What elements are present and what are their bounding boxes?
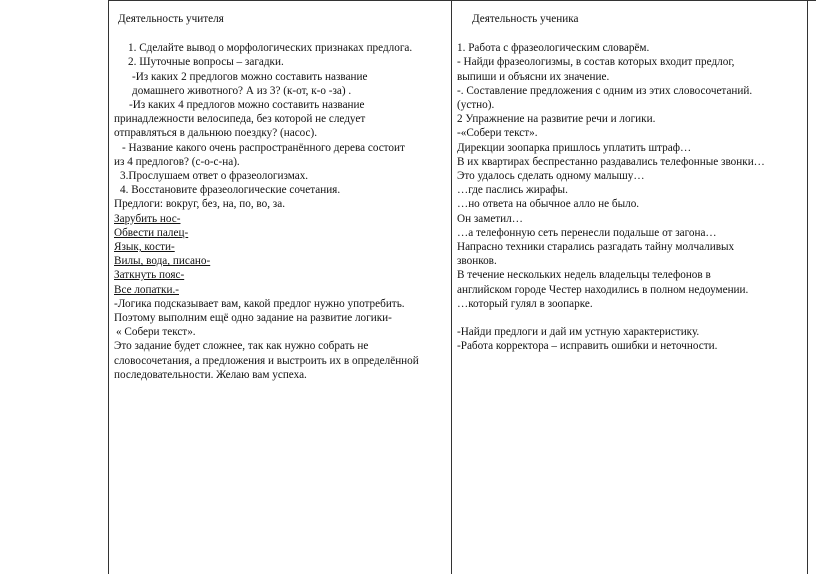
student-line: Он заметил… xyxy=(457,212,523,225)
phraseologism-item: Зарубить нос- xyxy=(114,212,181,225)
teacher-line: 3.Прослушаем ответ о фразеологизмах. xyxy=(120,170,309,183)
teacher-line: 2. Шуточные вопросы – загадки. xyxy=(128,56,284,69)
table-border-right xyxy=(807,0,808,574)
phraseologism-item: Язык, кости- xyxy=(114,241,175,254)
teacher-line: « Собери текст». xyxy=(116,326,196,339)
student-line: 2 Упражнение на развитие речи и логики. xyxy=(457,113,656,126)
student-line: английском городе Честер находились в полном недоумении. xyxy=(457,283,749,296)
student-line: -. Составление предложения с одним из этих словосочетаний. xyxy=(457,84,753,97)
teacher-line: 4. Восстановите фразеологические сочетания. xyxy=(120,184,341,197)
teacher-heading: Деятельность учителя xyxy=(118,13,224,25)
student-heading: Деятельность ученика xyxy=(472,13,579,25)
teacher-line: -Из каких 2 предлогов можно составить название xyxy=(132,70,368,83)
phraseologism-item: Вилы, вода, писано- xyxy=(114,255,211,268)
student-line: (устно). xyxy=(457,99,495,112)
student-line: -«Собери текст». xyxy=(457,127,538,140)
teacher-line: из 4 предлогов? (с-о-с-на). xyxy=(114,155,240,168)
teacher-line: -Логика подсказывает вам, какой предлог нужно употребить. xyxy=(114,297,405,310)
teacher-line: Предлоги: вокруг, без, на, по, во, за. xyxy=(114,198,285,211)
phraseologism-item: Все лопатки.- xyxy=(114,283,179,296)
table-column-divider xyxy=(451,0,452,574)
teacher-line: принадлежности велосипеда, без которой не следует xyxy=(114,113,366,126)
student-spacer xyxy=(457,311,807,325)
table-border-left xyxy=(108,0,109,574)
student-line: …где паслись жирафы. xyxy=(457,184,568,197)
student-line: - Найди фразеологизмы, в состав которых входит предлог, xyxy=(457,56,735,69)
teacher-line: Это задание будет сложнее, так как нужно собрать не xyxy=(114,340,369,353)
teacher-line: - Название какого очень распространённого дерева состоит xyxy=(122,141,405,154)
phraseologism-item: Обвести палец- xyxy=(114,226,189,239)
student-line: …а телефонную сеть перенесли подальше от загона… xyxy=(457,226,717,239)
student-line: Дирекции зоопарка пришлось уплатить штраф… xyxy=(457,141,692,154)
student-line: Напрасно техники старались разгадать тайну молчаливых xyxy=(457,241,735,254)
student-line: В течение нескольких недель владельцы телефонов в xyxy=(457,269,711,282)
student-column xyxy=(457,12,807,354)
student-line: …который гулял в зоопарке. xyxy=(457,297,593,310)
student-line: Это удалось сделать одному малышу… xyxy=(457,170,645,183)
phraseologism-item: Заткнуть пояс- xyxy=(114,269,185,282)
teacher-line: 1. Сделайте вывод о морфологических признаках предлога. xyxy=(128,42,413,55)
teacher-line: -Из каких 4 предлогов можно составить название xyxy=(129,99,365,112)
student-line: выпиши и объясни их значение. xyxy=(457,70,610,83)
student-line: …но ответа на обычное алло не было. xyxy=(457,198,640,211)
teacher-line: отправляться в дальнюю поездку? (насос). xyxy=(114,127,318,140)
student-line: 1. Работа с фразеологическим словарём. xyxy=(457,42,650,55)
teacher-line: домашнего животного? А из 3? (к-от, к-о -за) . xyxy=(132,84,352,97)
student-line: В их квартирах беспрестанно раздавались телефонные звонки… xyxy=(457,155,765,168)
teacher-column xyxy=(114,12,450,382)
table-top-border xyxy=(108,0,816,1)
student-line: -Найди предлоги и дай им устную характеристику. xyxy=(457,326,700,339)
student-line: звонков. xyxy=(457,255,497,268)
teacher-line: Поэтому выполним ещё одно задание на развитие логики- xyxy=(114,312,392,325)
teacher-line: словосочетания, а предложения и выстроить их в определённой xyxy=(114,354,419,367)
student-line: -Работа корректора – исправить ошибки и неточности. xyxy=(457,340,718,353)
teacher-line: последовательности. Желаю вам успеха. xyxy=(114,368,307,381)
